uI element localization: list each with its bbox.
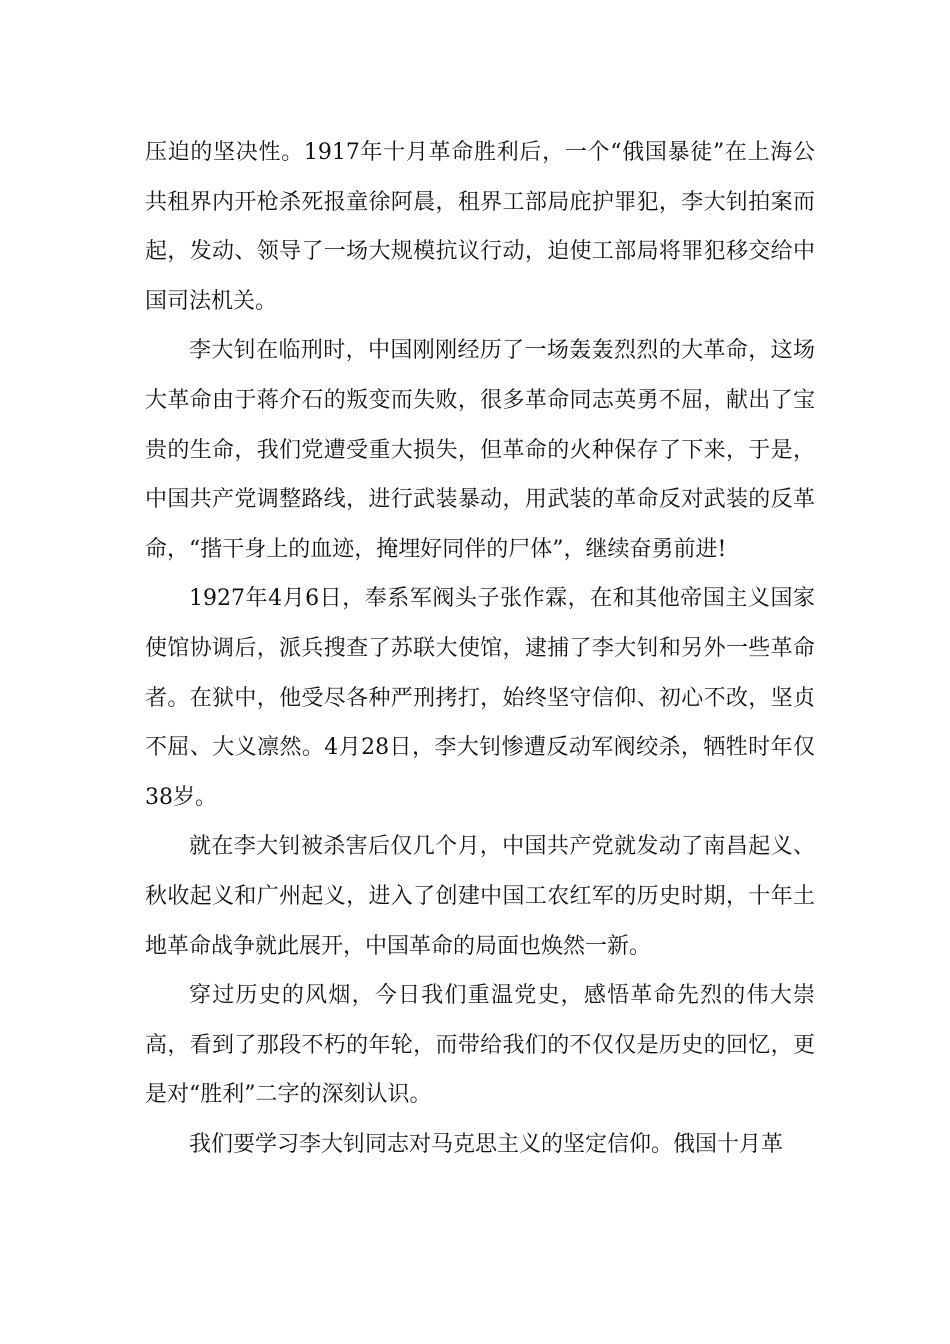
document-body bbox=[145, 128, 815, 1169]
paragraph-6: 我们要学习李大钊同志对马克思主义的坚定信仰。俄国十月革 bbox=[189, 1131, 784, 1157]
paragraph-5: 穿过历史的风烟，今日我们重温党史，感悟革命先烈的伟大崇高，看到了那段不朽的年轮，而带给我们的不仅仅是历史的回忆，更是对“胜利”二字的深刻认识。 bbox=[145, 983, 815, 1108]
paragraph-4: 就在李大钊被杀害后仅几个月，中国共产党就发动了南昌起义、秋收起义和广州起义，进入了创建中国工农红军的历史时期，十年土地革命战争就此展开，中国革命的局面也焕然一新。 bbox=[145, 834, 815, 959]
paragraph-3: 1927年4月6日，奉系军阀头子张作霖，在和其他帝国主义国家使馆协调后，派兵搜查了苏联大使馆，逮捕了李大钊和另外一些革命者。在狱中，他受尽各种严刑拷打，始终坚守信仰、初心不改，坚贞不屈、大义凛然。4月28日，李大钊惨遭反动军阀绞杀，牺牲时年仅38岁。 bbox=[145, 586, 815, 810]
paragraph-1: 压迫的坚决性。1917年十月革命胜利后，一个“俄国暴徒”在上海公共租界内开枪杀死报童徐阿晨，租界工部局庇护罪犯，李大钊拍案而起，发动、领导了一场大规模抗议行动，迫使工部局将罪犯移交给中国司法机关。 bbox=[145, 140, 815, 314]
paragraph-2: 李大钊在临刑时，中国刚刚经历了一场轰轰烈烈的大革命，这场大革命由于蒋介石的叛变而失败，很多革命同志英勇不屈，献出了宝贵的生命，我们党遭受重大损失，但革命的火种保存了下来，于是，中国共产党调整路线，进行武装暴动，用武装的革命反对武装的反革命，“揩干身上的血迹，掩埋好同伴的尸体”，继续奋勇前进! bbox=[145, 338, 815, 562]
